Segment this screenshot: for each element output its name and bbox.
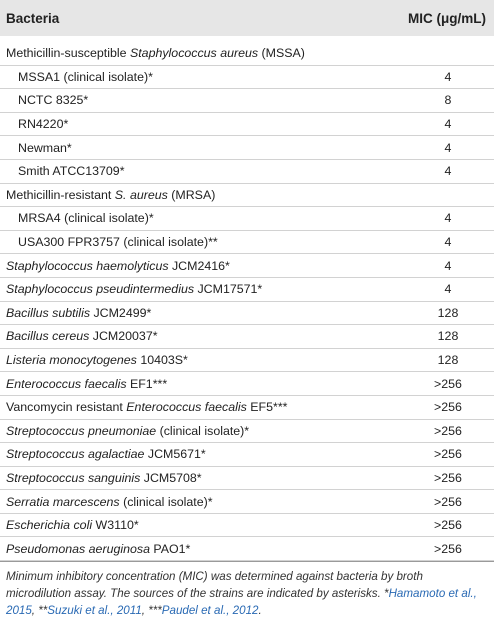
mic-value: 128	[437, 329, 459, 344]
bacteria-name-part: Staphylococcus haemolyticus	[6, 258, 169, 273]
bacteria-name-part: Streptococcus pneumoniae	[6, 423, 157, 438]
footnote-sep-2: , ***	[141, 604, 162, 618]
bacteria-name-part: S. aureus	[114, 187, 168, 202]
mic-value: >256	[434, 518, 462, 533]
mic-value: 4	[444, 69, 452, 84]
bacteria-name-part: Streptococcus agalactiae	[6, 447, 145, 462]
header-mic: MIC (μg/mL)	[408, 10, 486, 26]
mic-value: >256	[434, 541, 462, 556]
bacteria-name	[0, 447, 408, 461]
bacteria-name-part: JCM2416*	[168, 258, 230, 273]
table-row	[0, 467, 494, 491]
mic-value: 8	[444, 93, 452, 108]
bacteria-name-part: MSSA1 (clinical isolate)*	[18, 69, 153, 84]
footnote-sep-1: , **	[31, 604, 48, 618]
bacteria-name-part: JCM2499*	[90, 305, 152, 320]
bacteria-name-part: Methicillin-susceptible	[6, 46, 130, 61]
bacteria-name-part: JCM20037*	[89, 329, 158, 344]
table-row	[0, 302, 494, 326]
bacteria-name	[0, 70, 408, 84]
table-row	[0, 443, 494, 467]
bacteria-name-part: 10403S*	[136, 353, 188, 368]
bacteria-name	[0, 471, 408, 485]
bacteria-name-part: Smith ATCC13709*	[18, 164, 125, 179]
table-row	[0, 490, 494, 514]
bacteria-name-part: MRSA4 (clinical isolate)*	[18, 211, 154, 226]
bacteria-name-part: Methicillin-resistant	[6, 187, 115, 202]
mic-value: >256	[434, 470, 462, 485]
bacteria-name	[0, 164, 408, 178]
bacteria-name-part: Escherichia coli	[6, 518, 93, 533]
table-row	[0, 207, 494, 231]
bacteria-name	[0, 518, 408, 532]
table-row	[0, 42, 494, 66]
footnote-ref-2[interactable]: Suzuki et al., 2011	[47, 604, 142, 618]
footnote-text: Minimum inhibitory concentration (MIC) was determined against bacteria by broth microdilution assay. The sources of the strains are indicated by asterisks. *	[6, 570, 423, 601]
bacteria-name-part: JCM5671*	[144, 447, 206, 462]
mic-value: 4	[444, 282, 452, 297]
bacteria-name-part: (MRSA)	[167, 187, 216, 202]
table-row	[0, 89, 494, 113]
bacteria-name-part: Enterococcus faecalis	[126, 400, 247, 415]
bacteria-name-part: JCM17571*	[194, 282, 263, 297]
bacteria-name	[0, 117, 408, 131]
bacteria-name-part: Bacillus subtilis	[6, 305, 91, 320]
bacteria-name	[0, 306, 408, 320]
bacteria-name	[0, 424, 408, 438]
bacteria-name-part: Staphylococcus pseudintermedius	[6, 282, 195, 297]
bacteria-name	[0, 377, 408, 391]
table-row	[0, 160, 494, 184]
mic-value: >256	[434, 376, 462, 391]
bacteria-name-part: RN4220*	[18, 117, 69, 132]
bacteria-name-part: JCM5708*	[140, 470, 202, 485]
bacteria-name-part: (clinical isolate)*	[156, 423, 250, 438]
mic-value: 4	[444, 235, 452, 250]
mic-value: 4	[444, 258, 452, 273]
table-row	[0, 184, 494, 208]
mic-value: 4	[444, 211, 452, 226]
bacteria-name-part: Vancomycin resistant	[6, 400, 127, 415]
table-row	[0, 537, 494, 561]
bacteria-name-part: Bacillus cereus	[6, 329, 90, 344]
table-row	[0, 396, 494, 420]
bacteria-name-part: Listeria monocytogenes	[6, 353, 137, 368]
table-header	[0, 0, 494, 36]
table-row	[0, 325, 494, 349]
bacteria-name-part: (clinical isolate)*	[119, 494, 213, 509]
table-row	[0, 136, 494, 160]
bacteria-name	[0, 400, 408, 414]
bacteria-name	[0, 211, 408, 225]
table-row	[0, 278, 494, 302]
table-row	[0, 113, 494, 137]
bacteria-name-part: USA300 FPR3757 (clinical isolate)**	[18, 235, 218, 250]
header-bacteria: Bacteria	[6, 10, 60, 26]
table-row	[0, 66, 494, 90]
bacteria-name-part: PAO1*	[149, 541, 191, 556]
bacteria-name	[0, 259, 408, 273]
mic-value: 128	[437, 353, 459, 368]
bacteria-name	[0, 188, 408, 202]
bacteria-name	[0, 542, 408, 556]
table-footnote	[0, 561, 494, 619]
bacteria-name	[0, 329, 408, 343]
mic-value: >256	[434, 447, 462, 462]
bacteria-name-part: Staphylococcus aureus	[129, 46, 259, 61]
mic-value: >256	[434, 423, 462, 438]
table-row	[0, 231, 494, 255]
mic-value: >256	[434, 400, 462, 415]
bacteria-name-part: NCTC 8325*	[18, 93, 89, 108]
bacteria-name	[0, 46, 408, 60]
bacteria-name-part: EF1***	[126, 376, 168, 391]
table-row	[0, 420, 494, 444]
bacteria-name	[0, 141, 408, 155]
mic-value: 4	[444, 164, 452, 179]
bacteria-name	[0, 282, 408, 296]
bacteria-name-part: Pseudomonas aeruginosa	[6, 541, 150, 556]
mic-value: >256	[434, 494, 462, 509]
footnote-end: .	[258, 604, 262, 618]
mic-value: 128	[437, 305, 459, 320]
bacteria-name-part: W3110*	[92, 518, 139, 533]
table-body	[0, 36, 494, 561]
mic-value: 4	[444, 140, 452, 155]
bacteria-name-part: Newman*	[18, 140, 72, 155]
bacteria-name-part: Serratia marcescens	[6, 494, 120, 509]
bacteria-name	[0, 235, 408, 249]
bacteria-name-part: EF5***	[246, 400, 288, 415]
bacteria-name	[0, 93, 408, 107]
table-row	[0, 514, 494, 538]
footnote-ref-3[interactable]: Paudel et al., 2012	[161, 604, 259, 618]
bacteria-name-part: (MSSA)	[258, 46, 305, 61]
table-row	[0, 254, 494, 278]
table-row	[0, 349, 494, 373]
mic-value: 4	[444, 117, 452, 132]
footnote-ref-1[interactable]: Hamamoto et al., 2015	[6, 587, 477, 618]
bacteria-name	[0, 353, 408, 367]
bacteria-name-part: Streptococcus sanguinis	[6, 470, 141, 485]
bacteria-name	[0, 495, 408, 509]
table-row	[0, 372, 494, 396]
bacteria-name-part: Enterococcus faecalis	[6, 376, 127, 391]
